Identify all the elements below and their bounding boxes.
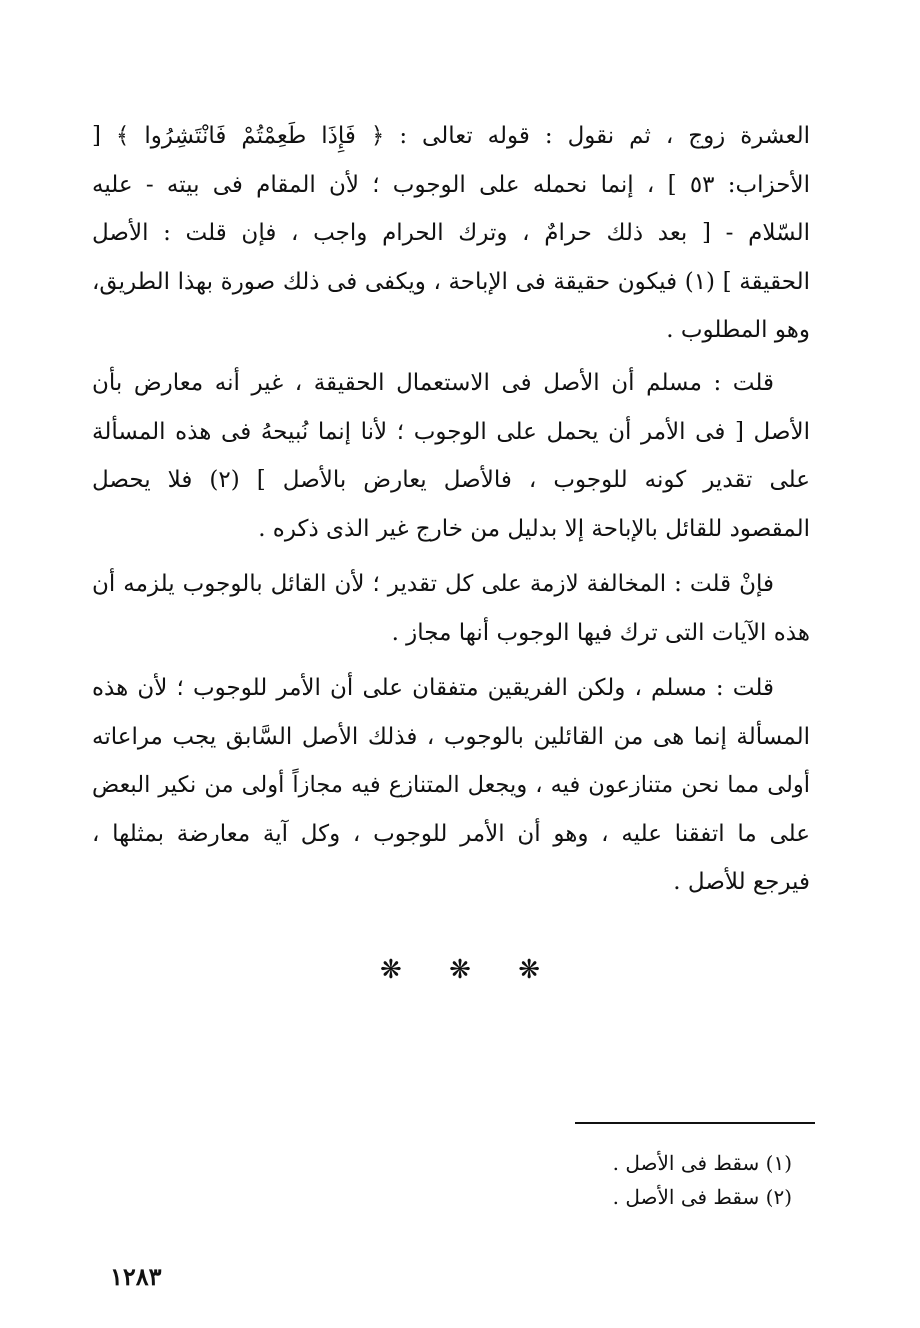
- paragraph-4: [92, 664, 810, 907]
- text-line: هذه الآيات التى ترك فيها الوجوب أنها مجاز .: [391, 619, 810, 646]
- text-line: الأحزاب: ٥٣ ] ، إنما نحمله على الوجوب ؛ لأن المقام فى بيته - عليه: [92, 171, 810, 198]
- paragraph-3: [92, 560, 810, 657]
- text-line: فإنْ قلت : المخالفة لازمة على كل تقدير ؛ لأن القائل بالوجوب يلزمه أن: [92, 571, 774, 597]
- separator-ornament-icon: ❋: [449, 955, 471, 985]
- text-line: وهو المطلوب .: [666, 317, 810, 343]
- footnote-1: (١) سقط فى الأصل .: [612, 1151, 792, 1175]
- text-line: على تقدير كونه للوجوب ، فالأصل يعارض بالأصل ] (٢) فلا يحصل: [92, 467, 810, 493]
- page-number: ١٢٨٣: [110, 1262, 162, 1291]
- paragraph-2: [92, 359, 810, 553]
- separator-ornament-icon: ❋: [518, 955, 540, 985]
- text-line: المقصود للقائل بالإباحة إلا بدليل من خارج غير الذى ذكره .: [258, 515, 810, 542]
- text-line: السّلام - [ بعد ذلك حرامٌ ، وترك الحرام واجب ، فإن قلت : الأصل: [92, 220, 810, 246]
- section-separator: [380, 955, 540, 985]
- text-line: المسألة إنما هى من القائلين بالوجوب ، فذلك الأصل السَّابق يجب مراعاته: [92, 723, 810, 750]
- text-line: على ما اتفقنا عليه ، وهو أن الأمر للوجوب ، وكل آية معارضة بمثلها ،: [92, 820, 810, 847]
- separator-ornament-icon: ❋: [380, 955, 402, 985]
- footnote-2: (٢) سقط فى الأصل .: [612, 1185, 792, 1209]
- text-line: قلت : مسلم ، ولكن الفريقين متفقان على أن الأمر للوجوب ؛ لأن هذه: [92, 675, 774, 701]
- text-line: أولى مما نحن متنازعون فيه ، ويجعل المتنازع فيه مجازاً أولى من نكير البعض: [92, 772, 810, 798]
- text-line: الأصل [ فى الأمر أن يحمل على الوجوب ؛ لأنا إنما نُبيحهُ فى هذه المسألة: [92, 418, 810, 445]
- paragraph-1: [92, 112, 810, 355]
- text-line: قلت : مسلم أن الأصل فى الاستعمال الحقيقة ، غير أنه معارض بأن: [92, 370, 774, 396]
- footnote-divider: [575, 1122, 815, 1124]
- text-line: فيرجع للأصل .: [673, 869, 810, 895]
- text-line: العشرة زوج ، ثم نقول : قوله تعالى : ﴿ فَإِذَا طَعِمْتُمْ فَانْتَشِرُوا ﴾ [: [92, 123, 810, 149]
- text-line: الحقيقة ] (١) فيكون حقيقة فى الإباحة ، ويكفى فى ذلك صورة بهذا الطريق،: [92, 268, 810, 295]
